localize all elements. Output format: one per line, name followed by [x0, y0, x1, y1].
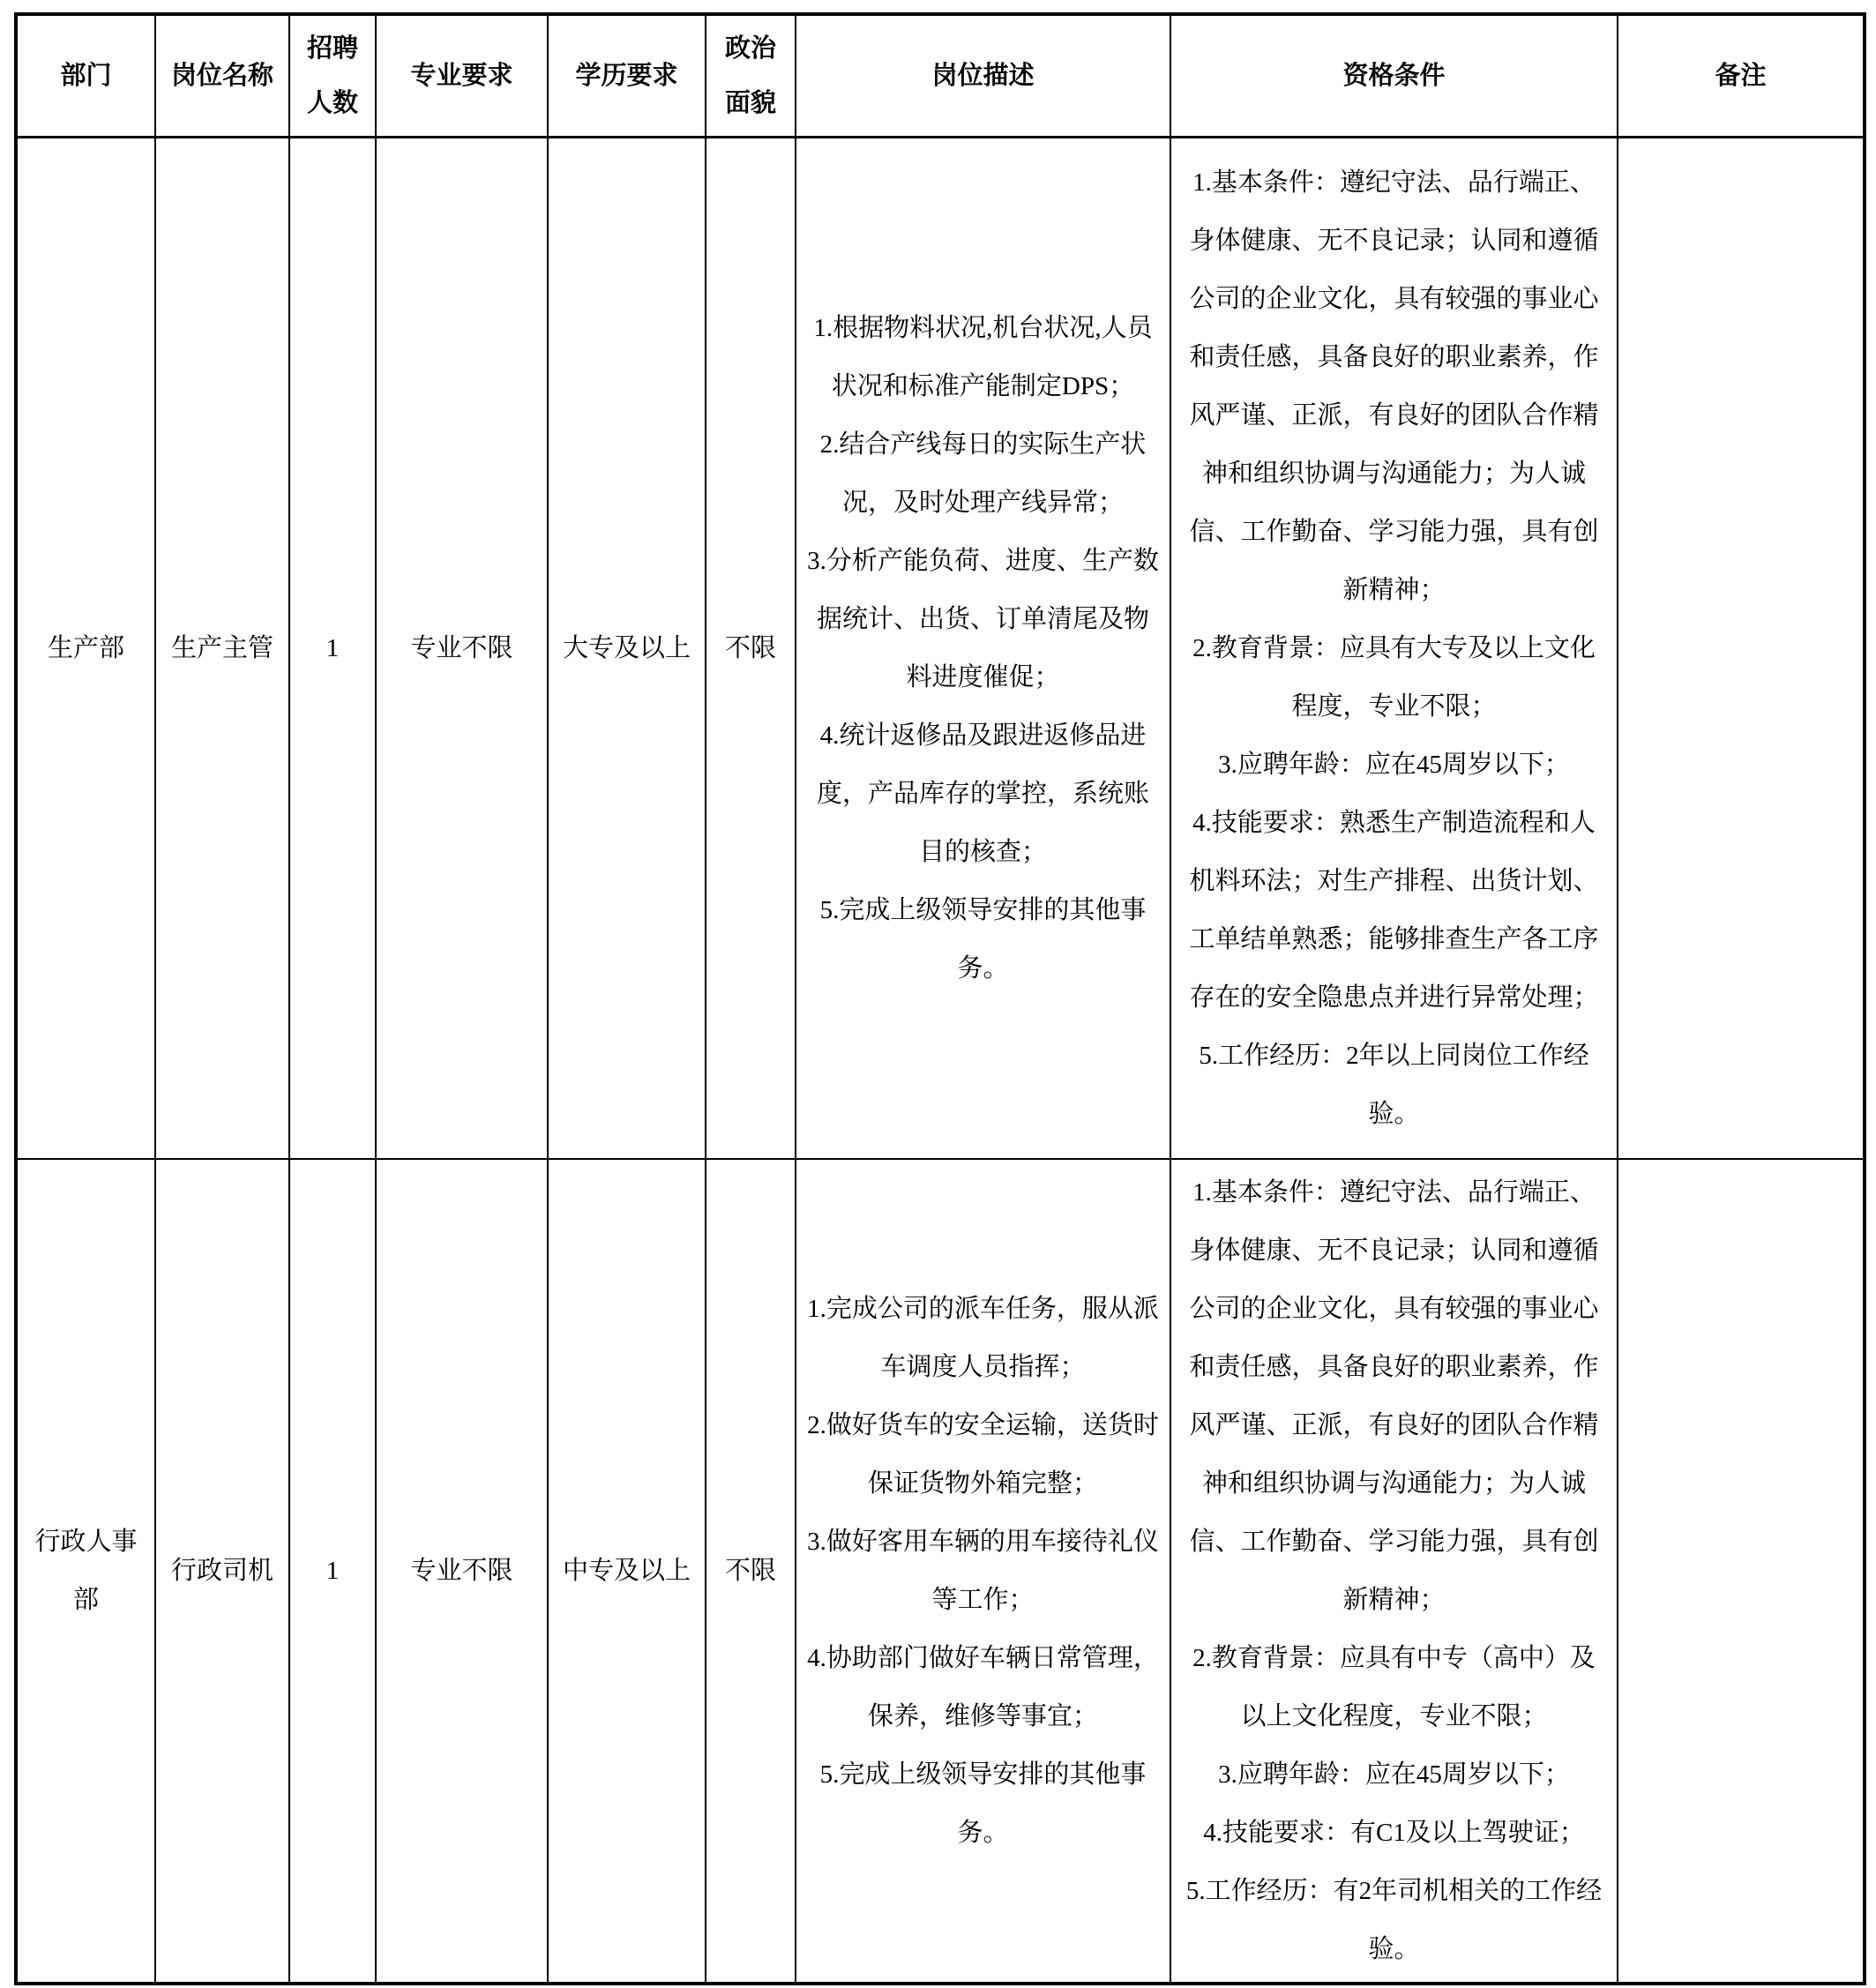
qualification-item: 1.基本条件：遵纪守法、品行端正、身体健康、无不良记录；认同和遵循公司的企业文化，具有较强的事业心和责任感，具备良好的职业素养，作风严谨、正派，有良好的团队合作精神和组织协调与沟通能力；为人诚信、工作勤奋、学习能力强，具有创新精神；: [1189, 168, 1599, 604]
qualification-item: 2.教育背景：应具有中专（高中）及以上文化程度，专业不限；: [1192, 1643, 1596, 1730]
qualification-item: 3.应聘年龄：应在45周岁以下；: [1218, 750, 1570, 779]
cell-education: 中专及以上: [548, 1159, 706, 1984]
job-description-item: 1.完成公司的派车任务，服从派车调度人员指挥；: [807, 1294, 1159, 1381]
job-description-item: 5.完成上级领导安排的其他事务。: [819, 1760, 1147, 1847]
cell-qualifications: [1170, 138, 1618, 1159]
cell-major: 专业不限: [376, 1159, 548, 1984]
qualification-item: 5.工作经历：2年以上同岗位工作经验。: [1199, 1041, 1589, 1128]
job-description-item: 1.根据物料状况,机台状况,人员状况和标准产能制定DPS；: [813, 313, 1153, 400]
cell-remark: [1618, 1159, 1865, 1984]
cell-political-status: 不限: [706, 1159, 796, 1984]
cell-headcount: 1: [289, 1159, 376, 1984]
table-row: [16, 138, 1865, 1159]
recruitment-table-document: [14, 12, 1866, 1985]
qualification-item: 4.技能要求：熟悉生产制造流程和人机料环法；对生产排程、出货计划、工单结单熟悉；能够排查生产各工序存在的安全隐患点并进行异常处理；: [1189, 808, 1599, 1012]
job-description-item: 4.统计返修品及跟进返修品进度，产品库存的掌控，系统账目的核查；: [816, 721, 1149, 866]
job-description-item: 4.协助部门做好车辆日常管理，保养，维修等事宜；: [807, 1643, 1159, 1730]
cell-remark: [1618, 138, 1865, 1159]
cell-job-description: [796, 1159, 1170, 1984]
qualification-item: 2.教育背景：应具有大专及以上文化程度，专业不限；: [1192, 633, 1596, 721]
header-education: 学历要求: [548, 14, 706, 138]
job-description-item: 3.做好客用车辆的用车接待礼仪等工作；: [807, 1527, 1159, 1614]
cell-job-description: [796, 138, 1170, 1159]
header-department: 部门: [16, 14, 155, 138]
cell-major: 专业不限: [376, 138, 548, 1159]
header-remark: 备注: [1618, 14, 1865, 138]
qualification-item: 4.技能要求：有C1及以上驾驶证；: [1203, 1818, 1585, 1847]
header-headcount: 招聘人数: [289, 14, 376, 138]
job-description-item: 5.完成上级领导安排的其他事务。: [819, 895, 1147, 983]
recruitment-table: [14, 12, 1866, 1985]
cell-department: 生产部: [16, 138, 155, 1159]
cell-department: 行政人事部: [16, 1159, 155, 1984]
header-job-description: 岗位描述: [796, 14, 1170, 138]
header-major: 专业要求: [376, 14, 548, 138]
cell-education: 大专及以上: [548, 138, 706, 1159]
job-description-item: 3.分析产能负荷、进度、生产数据统计、出货、订单清尾及物料进度催促；: [807, 546, 1159, 691]
header-qualifications: 资格条件: [1170, 14, 1618, 138]
cell-qualifications: [1170, 1159, 1618, 1984]
cell-political-status: 不限: [706, 138, 796, 1159]
qualification-item: 1.基本条件：遵纪守法、品行端正、身体健康、无不良记录；认同和遵循公司的企业文化，具有较强的事业心和责任感，具备良好的职业素养，作风严谨、正派，有良好的团队合作精神和组织协调与沟通能力；为人诚信、工作勤奋、学习能力强，具有创新精神；: [1189, 1177, 1599, 1614]
cell-headcount: 1: [289, 138, 376, 1159]
qualification-item: 3.应聘年龄：应在45周岁以下；: [1218, 1760, 1570, 1789]
qualification-item: 5.工作经历：有2年司机相关的工作经验。: [1185, 1876, 1603, 1963]
job-description-item: 2.做好货车的安全运输，送货时保证货物外箱完整；: [807, 1410, 1159, 1498]
header-position: 岗位名称: [155, 14, 289, 138]
cell-position: 行政司机: [155, 1159, 289, 1984]
cell-position: 生产主管: [155, 138, 289, 1159]
job-description-item: 2.结合产线每日的实际生产状况，及时处理产线异常；: [819, 430, 1147, 517]
header-political-status: 政治面貌: [706, 14, 796, 138]
table-row: [16, 1159, 1865, 1984]
table-header-row: [16, 14, 1865, 138]
